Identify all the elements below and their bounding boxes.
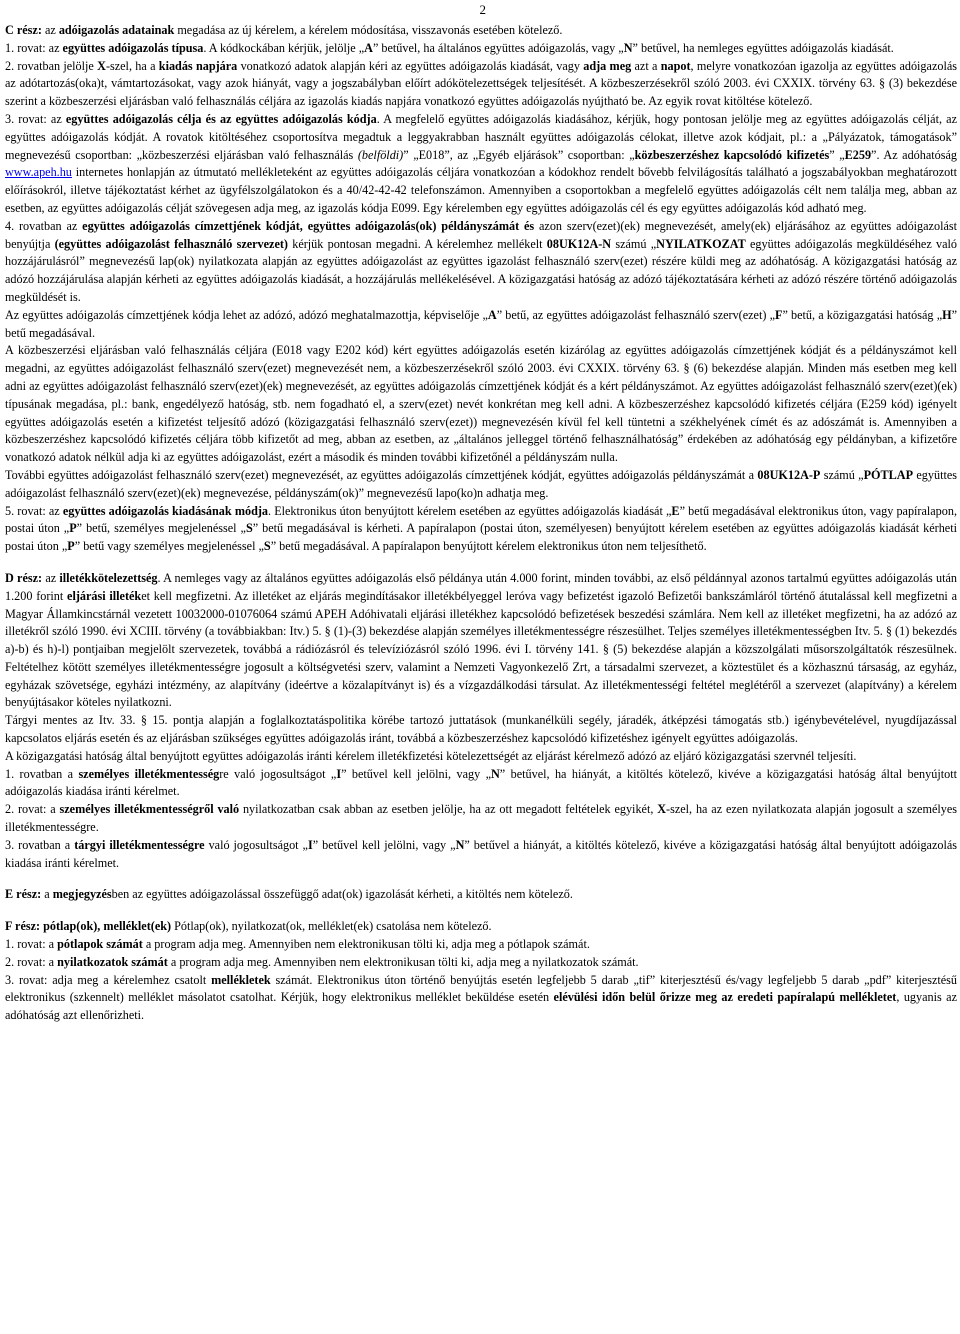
text-run: ” betűvel, ha általános együttes adóigazolás, vagy „ [372, 40, 624, 55]
text-run: 3. rovatban a [5, 837, 75, 852]
italic-run: (belföldi) [357, 147, 404, 162]
text-run: ” betű megadásával elektronikus úton, vagy papíralapon, postai úton „ [5, 503, 958, 536]
bold-run: közbeszerzéshez kapcsolódó kifizetés [634, 147, 830, 162]
text-run: ” betű, az együttes adóigazolást felhasználó szerv(ezet) „ [496, 307, 775, 322]
bold-run: 08UK12A-N [546, 236, 612, 251]
text-run: ” betűvel kell jelölni, vagy „ [341, 766, 491, 781]
bold-run: N [623, 40, 633, 55]
bold-run: S [245, 521, 253, 536]
bold-run: A [487, 307, 497, 322]
bold-run: E rész: [5, 887, 42, 902]
bold-run: H [942, 307, 952, 322]
page-number: 2 [479, 2, 486, 17]
section-c-heading [5, 22, 957, 40]
bold-run: D rész: [5, 570, 43, 585]
row-2-date [5, 58, 957, 111]
text-run: kérjük pontosan megadni. A kérelemhez mellékelt [287, 236, 547, 251]
bold-run: mellékletek [211, 972, 271, 987]
text-run: -szel, ha az ezen nyilatkozata alapján jogosult a személyes illetékmentességre. [5, 802, 957, 835]
text-run: a program adja meg. Amennyiben nem elektronikusan tölti ki, adja meg a pótlapok számát. [142, 937, 590, 952]
bold-run: (együttes adóigazolást felhasználó szervezet) [54, 236, 288, 251]
text-run: ” betűvel, ha nemleges együttes adóigazolás kiadását. [632, 40, 894, 55]
bold-run: adja meg [583, 58, 632, 73]
text-run: . A kódkockában kérjük, jelölje „ [203, 40, 365, 55]
text-run: ” betűvel a hiányát, a kitöltés kötelező, kivéve a közigazgatási hatóság által benyújtott adóigazolás kiadása iránti kérelmet. [5, 837, 957, 870]
bold-run: P [67, 539, 75, 554]
text-run: a [41, 887, 53, 902]
bold-run: P [69, 521, 77, 536]
bold-run: személyes illetékmentességről való [59, 802, 240, 817]
text-run: Pótlap(ok), nyilatkozat(ok, melléklet(ek) csatolása nem kötelező. [171, 919, 492, 934]
text-run: re való jogosultságot „ [219, 766, 337, 781]
text-run: et kell megfizetni. Az illetéket az eljárás megindításakor illetékbélyeggel leróva vagy befizetést igazoló Befizetői bankszámláról történő átutalással kell megfizetni a Magyar Államkincstárnál vezetett 10032000-01076064 számú APEH Adóhivatali eljárási illetékhez kapcsolódó befizetések beszedési számlára. Nem kell az illetéket megfizetni, ha az adózó az illetékről szóló 1990. évi XCIII. törvény (a továbbiakban: Itv.) 5. § (1)-(3) bekezdése alapján személyes illetékmentességre részesülhet. Teljes személyes illetékmentességben Itv. 5. § (1) bekezdés a)-b) és h)-l) pontjaiban megjelölt szervezetek, továbbá a rádiózásról és televíziózásról szóló 1996. évi I. törvény 141. § (5) bekezdése alapján a közszolgálati műsorszolgáltatók részesülnek. Feltételhez kötött személyes illetékmentességre jogosult a költségvetési szerv, valamint a Nemzeti Vagyonkezelő Zrt, a társadalmi szervezet, a köztestület és a közhasznú társaság, az egyház, egyházak szövetsége, egyházi intézmény, az alapítvány (ideértve a közalapítványt is) és a vízgazdálkodási társulat. Az illetékmentességi feltétel meglétéről a szervezet (alapítvány) a kérelem benyújtásakor köteles nyilatkozni. [5, 588, 957, 710]
text-run: 3. rovat: az [5, 111, 66, 126]
authority-fee-note [5, 748, 957, 766]
bold-run: együttes adóigazolás kiadásának módja [62, 503, 268, 518]
bold-run: A [364, 40, 373, 55]
instructions-text [5, 22, 957, 1025]
bold-run: pótlapok számát [57, 937, 143, 952]
bold-run: tárgyi illetékmentességre [74, 837, 205, 852]
text-run: számú „ [820, 467, 864, 482]
text-run: ” betű megadásával. A papíralapon benyújtott kérelem elektronikus úton nem teljesíthető. [270, 539, 707, 554]
f-row-3 [5, 972, 957, 1025]
bold-run: kiadás napjára [158, 58, 238, 73]
text-run: internetes honlapján az útmutató mellékleteként az együttes adóigazolás céljára vonatkozóan a kódokhoz rendelt bővebb felvilágosítás található a jogszabályokban meghatározott előírásokról, illetve tájékoztatást kérhet az ügyfélszolgálatokon és a 40/42-42-42 telefonszámon. Amennyiben a csoportokban a megfelelő együttes adóigazolás célt nem találja meg, abban az esetben, az együttes adóigazolás célját szövegesen adja meg, az igazolás kódja E099. Egy kérelemben egy együttes adóigazolás cél és egy együttes adóigazolás kód adható meg. [5, 165, 957, 215]
text-run: . A nemleges vagy az általános együttes adóigazolás első példánya után 4.000 forint, minden további, az első példánnyal azonos tartalmú együttes adóigazolás után 1.200 forint [5, 570, 957, 603]
text-run: az [41, 23, 59, 37]
bold-run: nyilatkozatok számát [57, 954, 168, 969]
text-run: ” betű, személyes megjelenéssel „ [76, 521, 246, 536]
bold-run: F [775, 307, 783, 322]
procurement-note [5, 342, 957, 467]
text-run: . Elektronikus úton benyújtott kérelem esetében az együttes adóigazolás kiadását „ [268, 503, 672, 518]
d-row-3 [5, 837, 957, 873]
bold-run: együttes adóigazolás típusa [62, 40, 204, 55]
text-run: Tárgyi mentes az Itv. 33. § 15. pontja alapján a foglalkoztatáspolitika körébe tartozó juttatások (munkanélküli segély, járadék, átképzési támogatás stb.) igénybevételével, nyugdíjazással kapcsolatos eljárás esetén és az eljárásban szükséges együttes adóigazolás iránt, továbbá a közbeszerzéshez kapcsolódó kifizetéshez igényelt együttes adóigazolás. [5, 713, 957, 746]
text-run: További együttes adóigazolást felhasználó szerv(ezet) megnevezését, az együttes adóigazolás címzettjének kódját, együttes adóigazolás példányszámát a [5, 467, 758, 482]
recipient-code-note [5, 307, 957, 343]
bold-run: illetékkötelezettség [59, 570, 158, 585]
text-run: 2. rovat: a [5, 802, 60, 817]
text-run: 2. rovatban jelölje [5, 58, 98, 73]
bold-run: megjegyzés [52, 887, 112, 902]
bold-run: adóigazolás adatainak [58, 23, 175, 37]
text-run: számát. Elektronikus úton történő benyújtás esetén legfeljebb 5 darab „tif” kiterjesztésű és/vagy legfeljebb 5 darab „pdf” kiterjesztésű elektronikus (szkennelt) melléklet másolatot csatolhat. Kérjük, hogy elektronikus melléklet beküldése esetén [5, 972, 957, 1005]
f-row-1 [5, 936, 957, 954]
d-row-1 [5, 766, 957, 802]
text-run: együttes adóigazolást felhasználó szerv(ezet)(ek) megnevezése, példányszám(ok)” megnevezésű lapo(ko)n adhatja meg. [5, 467, 958, 500]
text-run: 2. rovat: a [5, 954, 58, 969]
bold-run: személyes illetékmentesség [78, 766, 220, 781]
bold-run: 08UK12A-P [757, 467, 821, 482]
text-run: ” betűvel, ha hiányát, a kitöltés kötelező, kivéve a közigazgatási hatóság által benyújtott adóigazolás kiadása iránti kérelmet. [5, 766, 957, 799]
text-run: A közigazgatási hatóság által benyújtott együttes adóigazolás iránti kérelem illetékfizetési kötelezettségét az eljárást kérelmező adózó az eljáró közigazgatási szervnél teljesíti. [5, 748, 857, 763]
bold-run: eljárási illeték [67, 588, 142, 603]
text-run: ” betűvel kell jelölni, vagy „ [312, 837, 456, 852]
row-4-recipient [5, 218, 957, 307]
bold-run: PÓTLAP [863, 467, 914, 482]
bold-run: E [671, 503, 680, 518]
text-run: számú „ [611, 236, 657, 251]
text-run: 1. rovat: az [5, 40, 63, 55]
bold-run: együttes adóigazolás címzettjének kódját, együttes adóigazolás(ok) példányszámát és [82, 218, 535, 233]
d-row-2 [5, 801, 957, 837]
supplement-note [5, 467, 957, 503]
section-f-attachments [5, 918, 957, 936]
text-run: vonatkozó adatok alapján kéri az együttes adóigazolás kiadását, vagy [237, 58, 584, 73]
bold-run: S [263, 539, 271, 554]
text-run: -szel, ha a [105, 58, 159, 73]
text-run: azt a [631, 58, 661, 73]
text-run: ” „E018”, az „Egyéb eljárások” csoportban: „ [403, 147, 635, 162]
text-run: ben az együttes adóigazolással összefüggő adat(ok) igazolását kérheti, a kitöltés nem kötelező. [111, 887, 573, 902]
bold-run: F rész: pótlap(ok), melléklet(ek) [5, 919, 172, 934]
section-e-remark [5, 886, 957, 904]
section-d-fee [5, 570, 957, 712]
text-run: ” betű vagy személyes megjelenéssel „ [74, 539, 264, 554]
text-run: 1. rovat: a [5, 937, 58, 952]
row-1-type [5, 40, 957, 58]
text-run: együttes adóigazolás megküldéséhez való hozzájárulásról” megnevezésű lap(ok) nyilatkozata alapján az együttes adóigazolást az együttes igazolást felhasználó szerv(ezet) részére küldi meg az adóhatóság. A közigazgatási hatóság az adózó hozzájárulása alapján kérheti az együttes adóigazolás kiadását, a hozzájárulás mellékelésével. A közigazgatási hatóság az adózó tájékoztatására kérheti az adózó részére történő adóigazolás megküldését is. [5, 236, 957, 304]
text-run: ” betű megadásával. [5, 307, 958, 340]
text-run: Az együttes adóigazolás címzettjének kódja lehet az adózó, adózó meghatalmazottja, képviselője „ [5, 307, 488, 322]
apeh-link[interactable]: www.apeh.hu [5, 165, 72, 180]
text-run: való jogosultságot „ [204, 837, 308, 852]
bold-run: I [336, 766, 342, 781]
text-run: , ugyanis az adóhatóság azt ellenőrizheti. [5, 990, 958, 1023]
bold-run: elévülési időn belül őrizze meg az eredeti papíralapú mellékletet [553, 990, 897, 1005]
text-run: , melyre vonatkozóan igazolja az együttes adóigazolás az adótartozás(oka)t, vámtartozásokat, vagy azok hiányát, vagy a jogszabályban előírt adókötelezettségek teljesítését. A közbeszerzésekről szóló 2003. évi CXXIX. törvény 63. § (3) bekezdése szerint a közbeszerzési eljárásban való felhasználás céljára az igazolás kiadás napjára vonatkozó együttes adóigazolás nyújtható be. Az egyik rovat kitöltése kötelező. [5, 58, 957, 109]
text-run: megadása az új kérelem, a kérelem módosítása, visszavonás esetében kötelező. [174, 23, 563, 37]
text-run: a program adja meg. Amennyiben nem elektronikusan tölti ki, adja meg a nyilatkozatok számát. [167, 954, 639, 969]
row-3-purpose [5, 111, 957, 218]
bold-run: N [490, 766, 500, 781]
bold-run: X [657, 802, 667, 817]
text-run: ” betű megadásával is kérheti. A papíralapon (postai úton, személyesen) benyújtott kérelem esetében az együttes adóigazolás kiadását kérheti postai úton „ [5, 521, 957, 554]
text-run: az [42, 570, 60, 585]
text-run: . A megfelelő együttes adóigazolás kiadásához, kérjük, hogy pontosan jelölje meg az együttes adóigazolás célját, az együttes adóigazolás kódját. A rovatok kitöltéséhez csoportosítva megadtuk a leggyakrabban használt együttes adóigazolás célokat, illetve azok kódjait, pl.: a „Pályázatok, támogatások” megnevezésű csoportban: „közbeszerzési eljárásban való felhasználás [5, 111, 957, 162]
exemption-note [5, 712, 957, 748]
text-run: 1. rovatban a [5, 766, 79, 781]
text-run: A közbeszerzési eljárásban való felhasználás céljára (E018 vagy E202 kód) kért együttes adóigazolás esetén kizárólag az együttes adóigazolás címzettjének kódját és a példányszámot kell megadni, az együttes adóigazolást felhasználó szerv(ezet) megnevezését nem, a közbeszerzésekről szóló 2003. évi CXXIX. törvény 63. § (6) bekezdése alapján. Minden más esetben meg kell adni az együttes adóigazolást felhasználó szerv(ezet)(ek) megnevezését, az együttes adóigazolás címzettjének kódját és a kért példányszámot. Az együttes adóigazolást felhasználó szerv(ezet)(ek) típusának megadása, pl.: bank, engedélyező hatóság, stb. nem fogadható el, a szerv(ezet) nevét konkrétan meg kell adni. A közbeszerzéshez kapcsolódó kifizetés céljára (E259 kód) igényelt együttes adóigazolás esetén a kifizetést teljesítő adózó (közigazgatási felhasználó szerv(ezet)) megnevezésén kívül fel kell tüntetni a székhelyének címét és az adószámát is. Amennyiben a közbeszerzéshez kapcsolódó kifizetés céljára több kifizetőt ad meg, abban az esetben, az „általános jelleggel történő felhasználhatóság” érdekében az adóhatóság egy példányban, a kifizetőre vonatkozó adatok nélkül adja ki az együttes adóigazolást, ezért a második és minden további kifizetőnél a példányszám nulla. [5, 343, 957, 465]
text-run: ” „ [829, 147, 845, 162]
text-run: nyilatkozatban csak abban az esetben jelölje, ha az ott megadott feltételek egyikét, [239, 802, 658, 817]
text-run: 5. rovat: az [5, 503, 63, 518]
f-row-2 [5, 954, 957, 972]
text-run: ” betű, a közigazgatási hatóság „ [782, 307, 943, 322]
text-run: 4. rovatban az [5, 218, 83, 233]
bold-run: napot [660, 58, 691, 73]
bold-run: I [307, 837, 313, 852]
text-run: 3. rovat: adja meg a kérelemhez csatolt [5, 972, 212, 987]
bold-run: E259 [844, 147, 872, 162]
bold-run: NYILATKOZAT [656, 236, 746, 251]
text-run: ”. Az adóhatóság [871, 147, 957, 162]
text-run: azon szerv(ezet)(ek) megnevezését, amely(ek) eljárásához az együttes adóigazolást benyújtja [5, 218, 957, 251]
bold-run: X [97, 58, 106, 73]
bold-run: C rész: [5, 23, 42, 37]
bold-run: N [455, 837, 465, 852]
row-5-delivery [5, 503, 957, 556]
bold-run: együttes adóigazolás célja és az együttes adóigazolás kódja [65, 111, 377, 126]
